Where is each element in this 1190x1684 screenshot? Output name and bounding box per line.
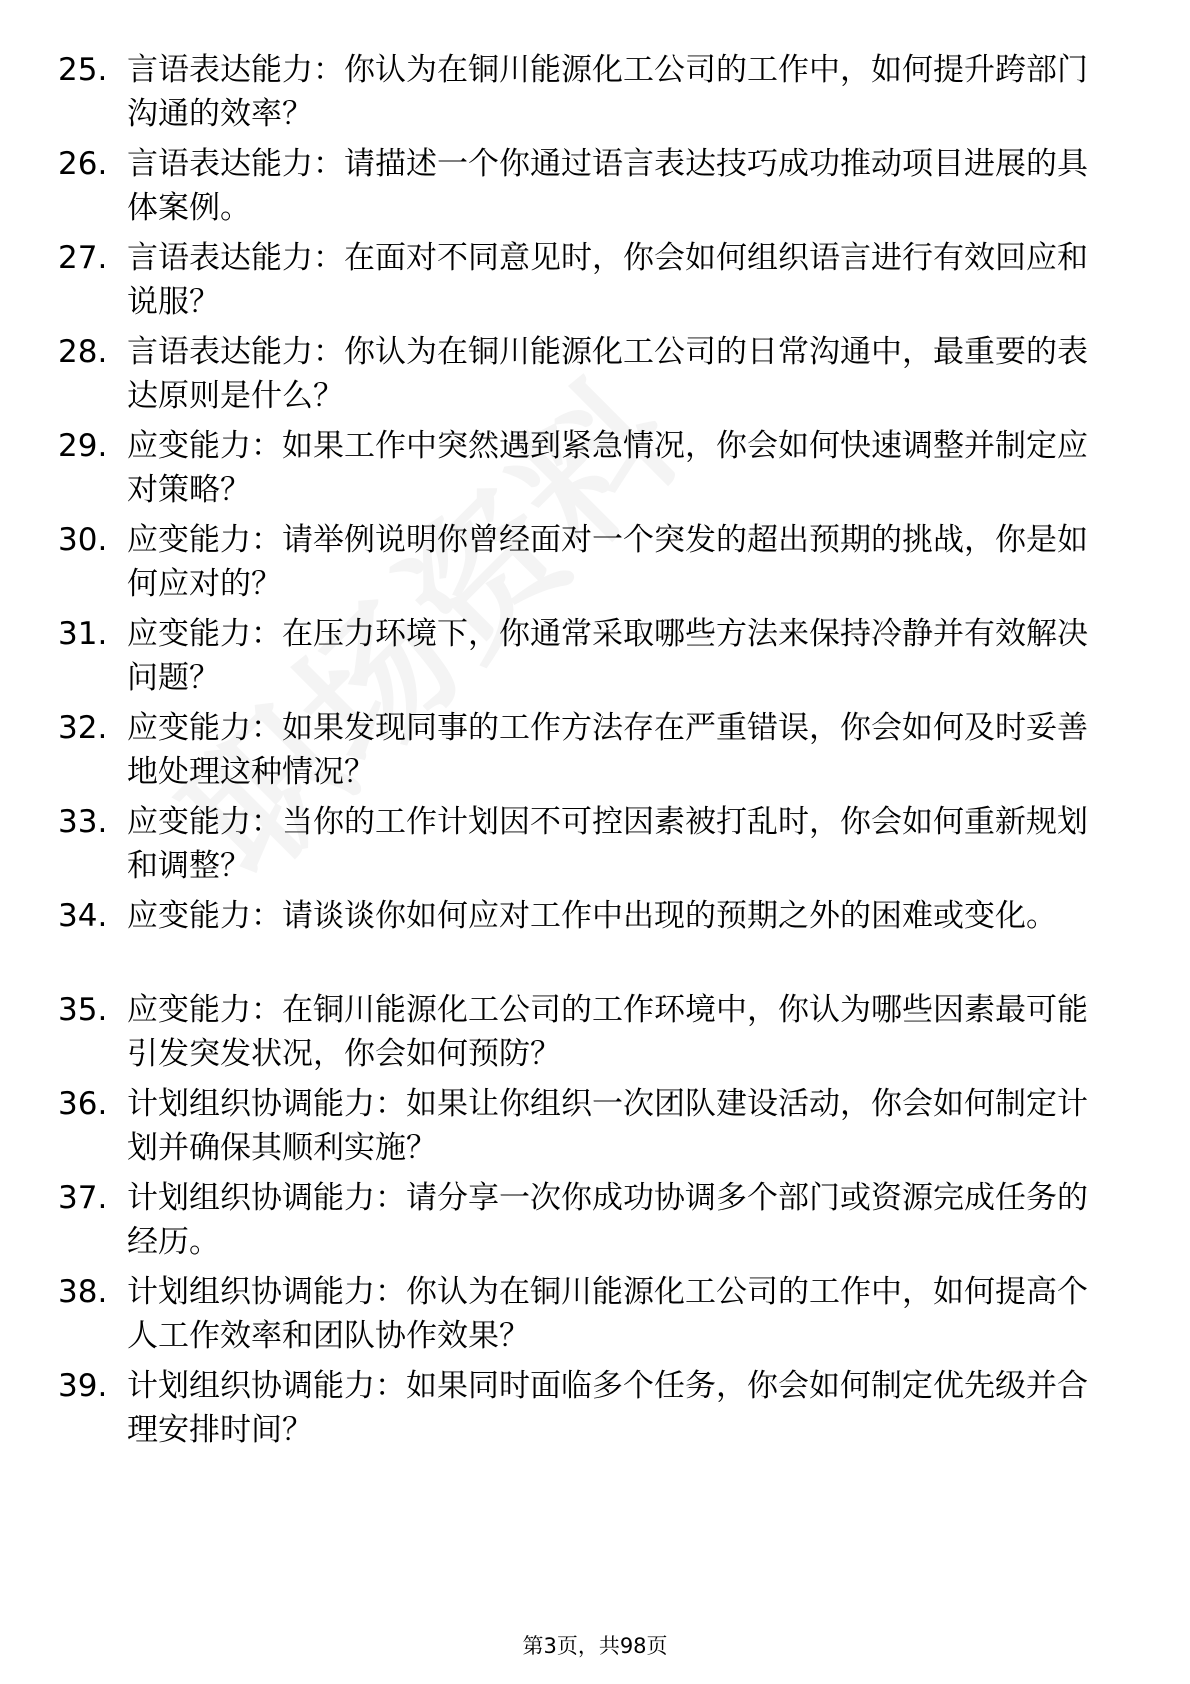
question-text: 应变能力：在压力环境下，你通常采取哪些方法来保持冷静并有效解决问题？ (127, 616, 1088, 696)
question-number: 25. (58, 52, 108, 88)
question-text: 言语表达能力：你认为在铜川能源化工公司的日常沟通中，最重要的表达原则是什么？ (127, 334, 1088, 414)
list-item (0, 424, 1190, 518)
question-text: 应变能力：如果工作中突然遇到紧急情况，你会如何快速调整并制定应对策略？ (127, 428, 1088, 508)
question-text: 计划组织协调能力：你认为在铜川能源化工公司的工作中，如何提高个人工作效率和团队协作效果？ (127, 1274, 1088, 1354)
list-item (0, 894, 1190, 988)
list-item (0, 612, 1190, 706)
list-item (0, 330, 1190, 424)
list-item (0, 706, 1190, 800)
list-item (0, 48, 1190, 142)
list-item (0, 1176, 1190, 1270)
question-number: 35. (58, 992, 108, 1028)
question-text: 言语表达能力：你认为在铜川能源化工公司的工作中，如何提升跨部门沟通的效率？ (127, 52, 1088, 132)
question-text: 应变能力：当你的工作计划因不可控因素被打乱时，你会如何重新规划和调整？ (127, 804, 1088, 884)
list-item (0, 1082, 1190, 1176)
question-number: 34. (58, 898, 108, 934)
list-item (0, 1364, 1190, 1458)
question-number: 27. (58, 240, 108, 276)
question-number: 26. (58, 146, 108, 182)
question-text: 计划组织协调能力：如果让你组织一次团队建设活动，你会如何制定计划并确保其顺利实施？ (127, 1086, 1088, 1166)
question-number: 39. (58, 1368, 108, 1404)
question-number: 38. (58, 1274, 108, 1310)
page-footer: 第3页，共98页 (522, 1634, 668, 1658)
list-item (0, 1270, 1190, 1364)
list-item (0, 236, 1190, 330)
question-text: 应变能力：在铜川能源化工公司的工作环境中，你认为哪些因素最可能引发突发状况，你会如何预防？ (127, 992, 1088, 1072)
question-number: 33. (58, 804, 108, 840)
question-number: 37. (58, 1180, 108, 1216)
question-number: 28. (58, 334, 108, 370)
question-list (0, 48, 1190, 1458)
question-number: 36. (58, 1086, 108, 1122)
question-text: 言语表达能力：在面对不同意见时，你会如何组织语言进行有效回应和说服？ (127, 240, 1088, 320)
question-text: 计划组织协调能力：请分享一次你成功协调多个部门或资源完成任务的经历。 (127, 1180, 1088, 1260)
list-item (0, 988, 1190, 1082)
question-text: 应变能力：请举例说明你曾经面对一个突发的超出预期的挑战，你是如何应对的？ (127, 522, 1088, 602)
question-text: 计划组织协调能力：如果同时面临多个任务，你会如何制定优先级并合理安排时间？ (127, 1368, 1088, 1448)
question-text: 应变能力：如果发现同事的工作方法存在严重错误，你会如何及时妥善地处理这种情况？ (127, 710, 1088, 790)
question-number: 31. (58, 616, 108, 652)
question-number: 29. (58, 428, 108, 464)
question-text: 言语表达能力：请描述一个你通过语言表达技巧成功推动项目进展的具体案例。 (127, 146, 1088, 226)
list-item (0, 142, 1190, 236)
question-number: 30. (58, 522, 108, 558)
list-item (0, 800, 1190, 894)
list-item (0, 518, 1190, 612)
question-text: 应变能力：请谈谈你如何应对工作中出现的预期之外的困难或变化。 (127, 898, 1057, 934)
question-number: 32. (58, 710, 108, 746)
